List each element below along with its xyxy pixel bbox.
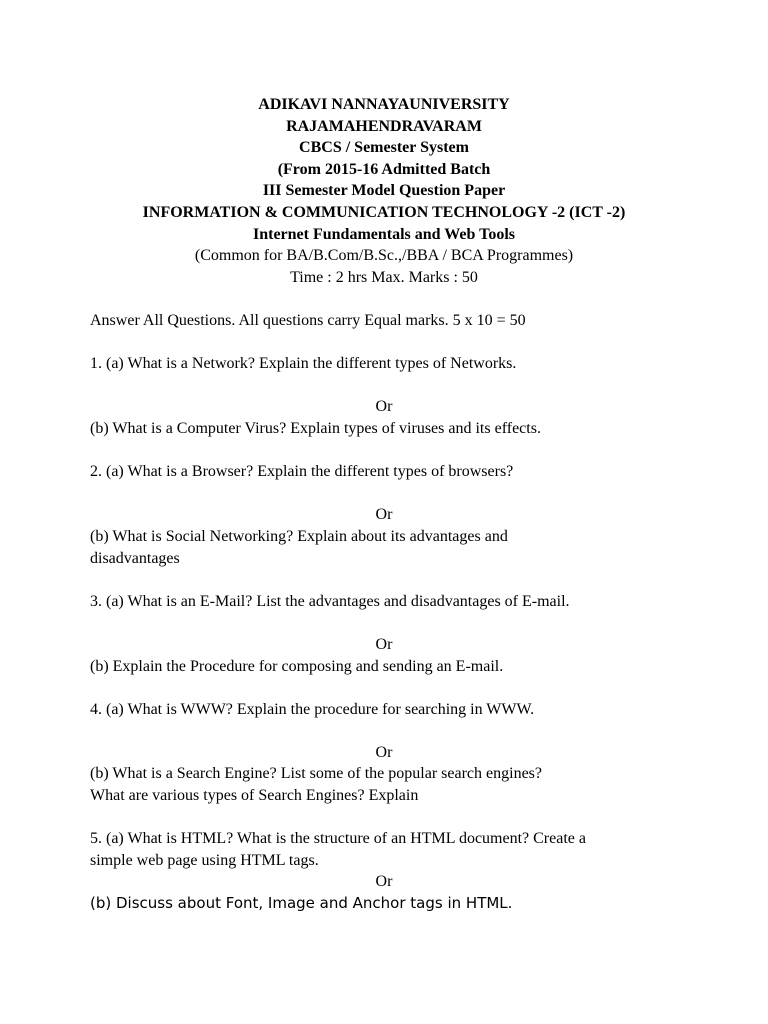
question-4a: 4. (a) What is WWW? Explain the procedure for searching in WWW. — [90, 700, 535, 718]
paper-header — [0, 94, 768, 288]
question-2a: 2. (a) What is a Browser? Explain the different types of browsers? — [90, 463, 514, 481]
question-1a: 1. (a) What is a Network? Explain the different types of Networks. — [90, 355, 517, 373]
admitted-batch: (From 2015-16 Admitted Batch — [277, 160, 491, 178]
question-5a-line-1: 5. (a) What is HTML? What is the structure of an HTML document? Create a — [90, 830, 586, 848]
question-4b-line-1: (b) What is a Search Engine? List some of the popular search engines? — [90, 765, 542, 783]
question-3a: 3. (a) What is an E-Mail? List the advantages and disadvantages of E-mail. — [90, 592, 570, 610]
questions-section — [90, 310, 690, 915]
question-2b-line-2: disadvantages — [90, 549, 180, 567]
question-5b: (b) Discuss about Font, Image and Anchor tags in HTML. — [90, 894, 513, 913]
question-4b-line-2: What are various types of Search Engines? Explain — [90, 787, 419, 805]
question-1b: (b) What is a Computer Virus? Explain types of viruses and its effects. — [90, 419, 541, 437]
semester-system: CBCS / Semester System — [299, 139, 469, 157]
time-and-marks: Time : 2 hrs Max. Marks : 50 — [290, 268, 478, 286]
or-divider: Or — [375, 743, 393, 761]
question-3b: (b) Explain the Procedure for composing and sending an E-mail. — [90, 657, 504, 675]
or-divider: Or — [375, 398, 393, 416]
programmes-note: (Common for BA/B.Com/B.Sc.,/BBA / BCA Programmes) — [194, 247, 574, 265]
university-city: RAJAMAHENDRAVARAM — [286, 117, 482, 135]
question-2b-line-1: (b) What is Social Networking? Explain about its advantages and — [90, 527, 508, 545]
or-divider: Or — [375, 635, 393, 653]
subject-title: Internet Fundamentals and Web Tools — [253, 225, 515, 243]
course-title: INFORMATION & COMMUNICATION TECHNOLOGY -2 (ICT -2) — [142, 203, 626, 221]
instructions: Answer All Questions. All questions carry Equal marks. 5 x 10 = 50 — [90, 312, 526, 329]
paper-title: III Semester Model Question Paper — [262, 182, 506, 200]
question-5a-line-2: simple web page using HTML tags. — [90, 851, 319, 869]
university-name: ADIKAVI NANNAYAUNIVERSITY — [258, 96, 510, 113]
or-divider: Or — [375, 873, 393, 891]
or-divider: Or — [375, 506, 393, 524]
